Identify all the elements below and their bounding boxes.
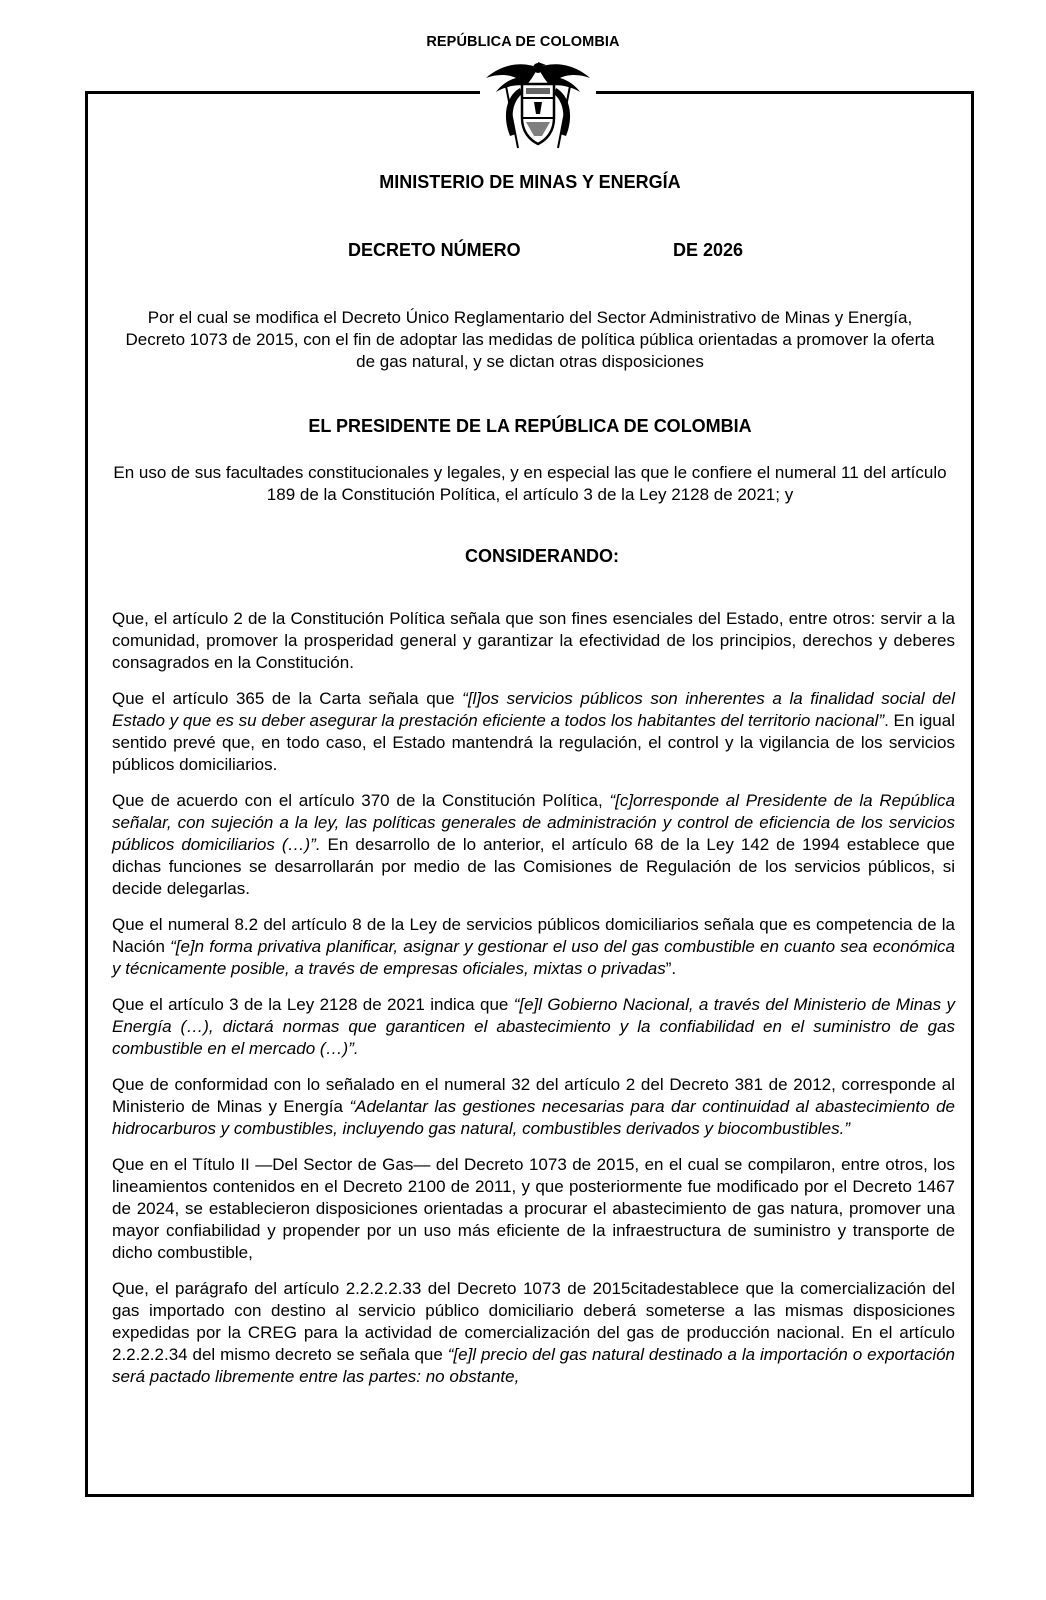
considering-heading: CONSIDERANDO:: [464, 546, 619, 566]
paragraph: Que, el artículo 2 de la Constitución Política señala que son fines esenciales del Estado, entre otros: servir a la comunidad, promover la prosperidad general y garantizar la efectividad de los principios, derechos y deberes consagrados en la Constitución.: [112, 609, 955, 672]
decree-number-label: DECRETO NÚMERO: [348, 240, 521, 260]
country-heading: REPÚBLICA DE COLOMBIA: [426, 34, 620, 50]
paragraph: Que el artículo 3 de la Ley 2128 de 2021 indica que “[e]l Gobierno Nacional, a través del Ministerio de Minas y Energía (…), dictará normas que garanticen el abastecimiento y la confiabilidad en el suministro de gas combustible en el mercado (…)”.: [112, 995, 955, 1058]
quote: “[c]orresponde al Presidente de la República señalar, con sujeción a la ley, las políticas generales de administración y control de eficiencia de los servicios públicos domiciliarios (…)”.: [112, 791, 955, 854]
quote: “[e]l Gobierno Nacional, a través del Ministerio de Minas y Energía (…), dictará normas que garanticen el abastecimiento y la confiabilidad en el suministro de gas combustible en el mercado (…)”.: [112, 995, 955, 1058]
paragraph: Que el artículo 365 de la Carta señala que “[l]os servicios públicos son inherentes a la finalidad social del Estado y que es su deber asegurar la prestación eficiente a todos los habitantes del territorio nacional”. En igual sentido prevé que, en todo caso, el Estado mantendrá la regulación, el control y la vigilancia de los servicios públicos domiciliarios.: [112, 689, 955, 774]
quote: “[e]n forma privativa planificar, asignar y gestionar el uso del gas combustible en cuanto sea económica y técnicamente posible, a través de empresas oficiales, mixtas o privadas: [112, 937, 955, 978]
quote: “[l]os servicios públicos son inherentes a la finalidad social del Estado y que es su deber asegurar la prestación eficiente a todos los habitantes del territorio nacional”: [112, 689, 955, 730]
paragraph: Que el numeral 8.2 del artículo 8 de la Ley de servicios públicos domiciliarios señala que es competencia de la Nación “[e]n forma privativa planificar, asignar y gestionar el uso del gas combustible en cuanto sea económica y técnicamente posible, a través de empresas oficiales, mixtas o privadas”.: [112, 915, 955, 978]
paragraph: Que, el parágrafo del artículo 2.2.2.2.33 del Decreto 1073 de 2015citadestablece que la comercialización del gas importado con destino al servicio público domiciliario deberá someterse a las mismas disposiciones expedidas por la CREG para la actividad de comercialización del gas de producción nacional. En el artículo 2.2.2.2.34 del mismo decreto se señala que “[e]l precio del gas natural destinado a la importación o exportación será pactado libremente entre las partes: no obstante,: [112, 1279, 956, 1386]
quote: “[e]l precio del gas natural destinado a la importación o exportación será pactado libremente entre las partes: no obstante,: [112, 1345, 956, 1386]
paragraph: Que de conformidad con lo señalado en el numeral 32 del artículo 2 del Decreto 381 de 2012, corresponde al Ministerio de Minas y Energía “Adelantar las gestiones necesarias para dar continuidad al abastecimiento de hidrocarburos y combustibles, incluyendo gas natural, combustibles derivados y biocombustibles.”: [112, 1075, 956, 1138]
quote: “Adelantar las gestiones necesarias para dar continuidad al abastecimiento de hidrocarburos y combustibles, incluyendo gas natural, combustibles derivados y biocombustibles.”: [112, 1097, 956, 1138]
coat-of-arms-icon: [482, 56, 594, 156]
president-heading: EL PRESIDENTE DE LA REPÚBLICA DE COLOMBIA: [308, 416, 752, 436]
paragraph: Que de acuerdo con el artículo 370 de la Constitución Política, “[c]orresponde al Presidente de la República señalar, con sujeción a la ley, las políticas generales de administración y control de eficiencia de los servicios públicos domiciliarios (…)”. En desarrollo de lo anterior, el artículo 68 de la Ley 142 de 1994 establece que dichas funciones se desarrollarán por medio de las Comisiones de Regulación de los servicios públicos, si decide delegarlas.: [112, 791, 955, 898]
decree-year: DE 2026: [673, 240, 744, 260]
considerations-body: [112, 608, 955, 1402]
decree-subject: Por el cual se modifica el Decreto Único Reglamentario del Sector Administrativo de Minas y Energía, Decreto 1073 de 2015, con el fin de adoptar las medidas de política pública orientadas a promover la oferta de gas natural, y se dictan otras disposiciones: [125, 308, 935, 371]
ministry-title: MINISTERIO DE MINAS Y ENERGÍA: [379, 172, 681, 192]
paragraph: Que en el Título II —Del Sector de Gas— del Decreto 1073 de 2015, en el cual se compilaron, entre otros, los lineamientos contenidos en el Decreto 2100 de 2011, y que posteriormente fue modificado por el Decreto 1467 de 2024, se establecieron disposiciones orientadas a procurar el abastecimiento de gas natura, promover una mayor confiabilidad y propender por un uso más eficiente de la infraestructura de suministro y transporte de dicho combustible,: [112, 1155, 955, 1262]
powers-paragraph: En uso de sus facultades constitucionales y legales, y en especial las que le confiere el numeral 11 del artículo 189 de la Constitución Política, el artículo 3 de la Ley 2128 de 2021; y: [113, 463, 947, 504]
